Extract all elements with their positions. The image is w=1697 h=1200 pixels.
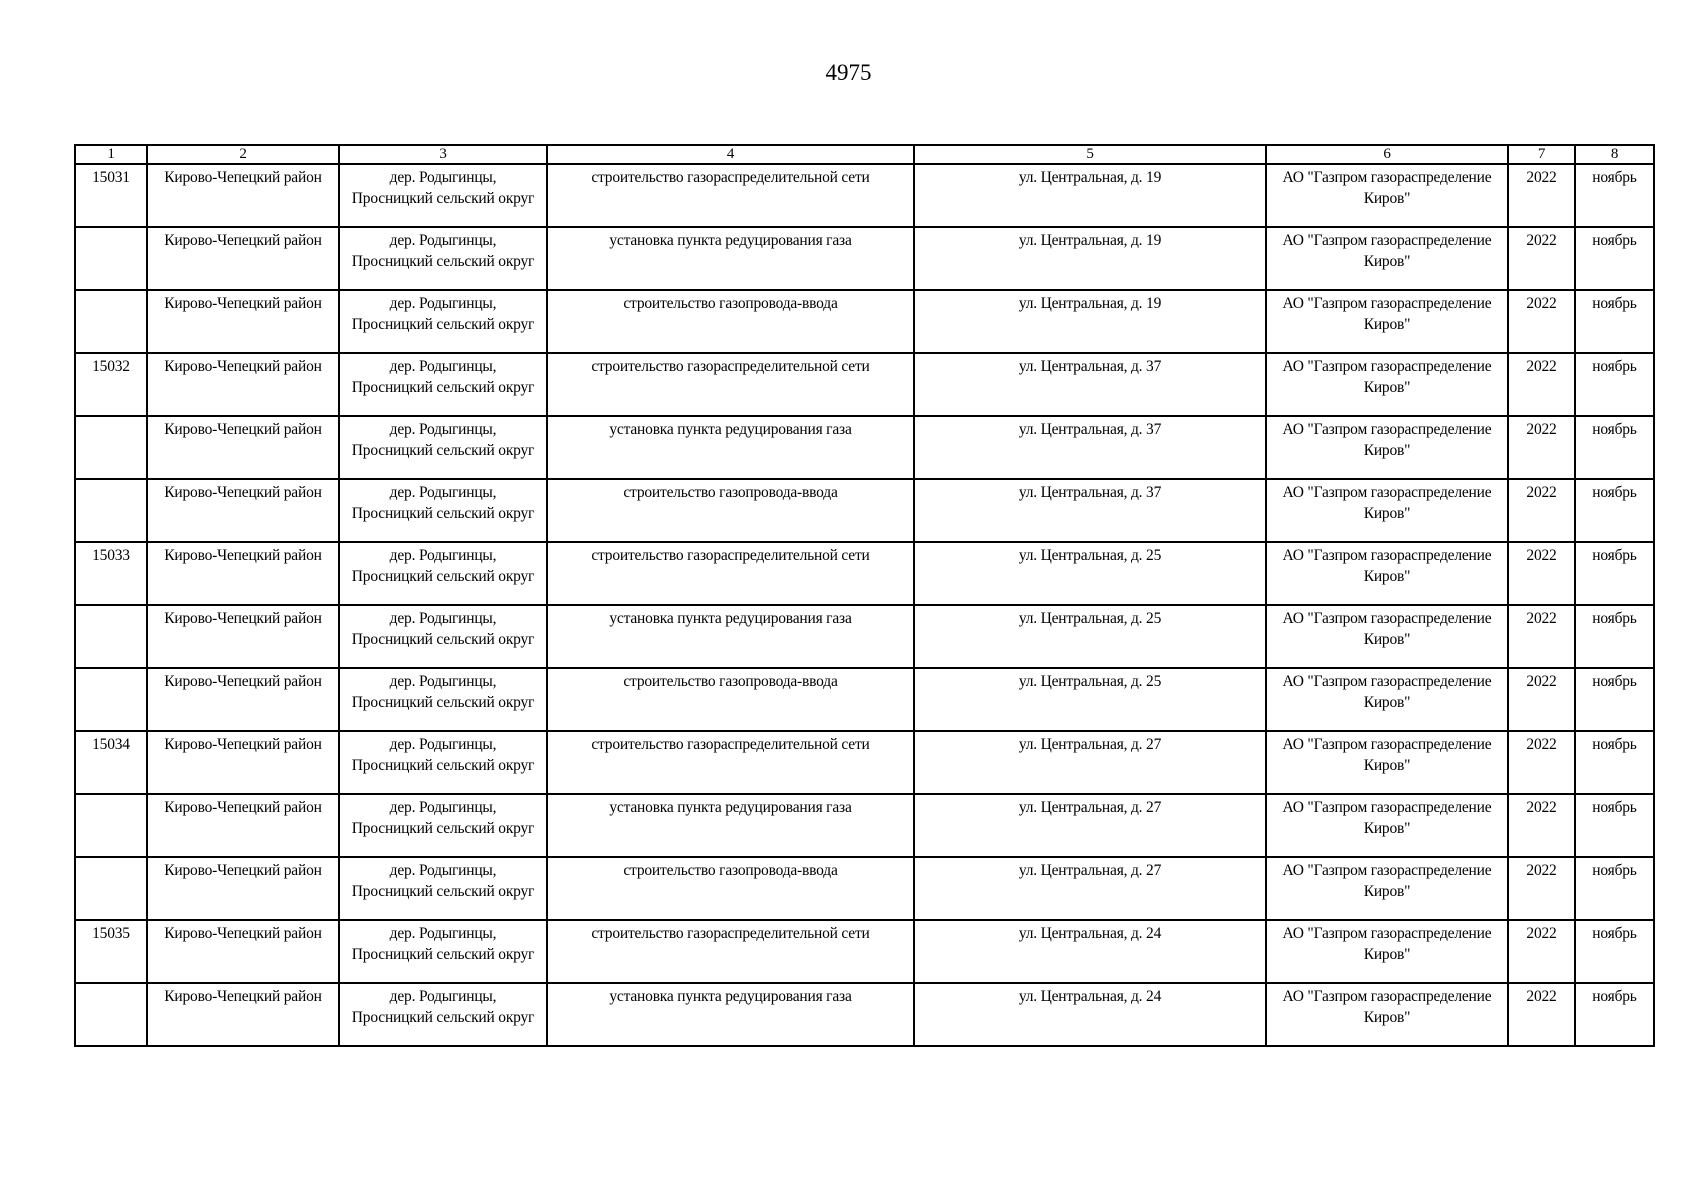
organization-cell [1266, 353, 1508, 416]
organization-text-line2: Киров" [1363, 757, 1411, 774]
locality-text-line2: Просницкий сельский округ [351, 694, 535, 711]
table-row [75, 794, 1654, 857]
locality-cell [339, 605, 547, 668]
address-text: ул. Центральная, д. 25 [1018, 673, 1162, 690]
organization-cell [1266, 479, 1508, 542]
work-type-cell [547, 416, 914, 479]
locality-text: дер. Родыгинцы, [389, 988, 497, 1005]
address-text: ул. Центральная, д. 27 [1018, 736, 1162, 753]
organization-cell [1266, 920, 1508, 983]
organization-cell [1266, 983, 1508, 1046]
organization-text-line2: Киров" [1363, 946, 1411, 963]
year-text: 2022 [1526, 295, 1557, 312]
month-cell [1575, 227, 1654, 290]
address-text: ул. Центральная, д. 25 [1018, 547, 1162, 564]
locality-text-line2: Просницкий сельский округ [351, 757, 535, 774]
year-cell [1508, 983, 1575, 1046]
table-row [75, 668, 1654, 731]
address-cell [914, 857, 1266, 920]
district-text: Кирово-Чепецкий район [164, 358, 322, 375]
work-type-cell [547, 605, 914, 668]
year-cell [1508, 164, 1575, 227]
work-type-text: строительство газопровода-ввода [623, 295, 838, 312]
organization-cell [1266, 731, 1508, 794]
month-cell [1575, 794, 1654, 857]
locality-cell [339, 416, 547, 479]
row-number-cell [75, 731, 147, 794]
organization-cell [1266, 290, 1508, 353]
month-cell [1575, 353, 1654, 416]
locality-text: дер. Родыгинцы, [389, 673, 497, 690]
organization-text: АО "Газпром газораспределение [1282, 610, 1492, 627]
table-row [75, 416, 1654, 479]
work-type-text: строительство газопровода-ввода [623, 862, 838, 879]
data-table [74, 144, 1655, 1047]
locality-cell [339, 542, 547, 605]
month-cell [1575, 857, 1654, 920]
district-cell [147, 794, 339, 857]
work-type-cell [547, 983, 914, 1046]
row-number-cell [75, 542, 147, 605]
work-type-text: установка пункта редуцирования газа [609, 610, 852, 627]
month-cell [1575, 983, 1654, 1046]
column-header-7: 7 [1508, 145, 1575, 164]
year-text: 2022 [1526, 736, 1557, 753]
year-cell [1508, 416, 1575, 479]
column-header-8: 8 [1575, 145, 1654, 164]
organization-text: АО "Газпром газораспределение [1282, 925, 1492, 942]
column-header-3: 3 [339, 145, 547, 164]
organization-cell [1266, 164, 1508, 227]
address-cell [914, 668, 1266, 731]
district-text: Кирово-Чепецкий район [164, 169, 322, 186]
work-type-text: установка пункта редуцирования газа [609, 421, 852, 438]
year-cell [1508, 479, 1575, 542]
locality-text-line2: Просницкий сельский округ [351, 946, 535, 963]
district-text: Кирово-Чепецкий район [164, 232, 322, 249]
locality-text-line2: Просницкий сельский округ [351, 883, 535, 900]
year-text: 2022 [1526, 799, 1557, 816]
address-cell [914, 983, 1266, 1046]
row-number-text: 15031 [92, 169, 130, 186]
organization-text: АО "Газпром газораспределение [1282, 736, 1492, 753]
district-cell [147, 164, 339, 227]
year-text: 2022 [1526, 610, 1557, 627]
organization-text-line2: Киров" [1363, 190, 1411, 207]
locality-cell [339, 920, 547, 983]
month-text: ноябрь [1592, 421, 1637, 438]
locality-text-line2: Просницкий сельский округ [351, 253, 535, 270]
month-cell [1575, 668, 1654, 731]
column-header-6: 6 [1266, 145, 1508, 164]
address-cell [914, 794, 1266, 857]
work-type-text: строительство газопровода-ввода [623, 673, 838, 690]
locality-text: дер. Родыгинцы, [389, 232, 497, 249]
organization-text-line2: Киров" [1363, 253, 1411, 270]
address-text: ул. Центральная, д. 27 [1018, 862, 1162, 879]
work-type-cell [547, 479, 914, 542]
year-text: 2022 [1526, 862, 1557, 879]
work-type-text: строительство газораспределительной сети [591, 736, 870, 753]
address-text: ул. Центральная, д. 27 [1018, 799, 1162, 816]
month-text: ноябрь [1592, 988, 1637, 1005]
table-row [75, 479, 1654, 542]
organization-text-line2: Киров" [1363, 379, 1411, 396]
month-cell [1575, 605, 1654, 668]
table-row [75, 983, 1654, 1046]
month-text: ноябрь [1592, 862, 1637, 879]
organization-cell [1266, 668, 1508, 731]
locality-cell [339, 857, 547, 920]
organization-text: АО "Газпром газораспределение [1282, 862, 1492, 879]
organization-text: АО "Газпром газораспределение [1282, 673, 1492, 690]
month-text: ноябрь [1592, 232, 1637, 249]
row-number-cell [75, 668, 147, 731]
work-type-cell [547, 668, 914, 731]
district-text: Кирово-Чепецкий район [164, 547, 322, 564]
locality-text-line2: Просницкий сельский округ [351, 379, 535, 396]
district-cell [147, 857, 339, 920]
locality-text-line2: Просницкий сельский округ [351, 631, 535, 648]
locality-text: дер. Родыгинцы, [389, 358, 497, 375]
locality-text: дер. Родыгинцы, [389, 547, 497, 564]
district-text: Кирово-Чепецкий район [164, 610, 322, 627]
address-text: ул. Центральная, д. 24 [1018, 925, 1162, 942]
year-cell [1508, 857, 1575, 920]
locality-text: дер. Родыгинцы, [389, 421, 497, 438]
year-text: 2022 [1526, 421, 1557, 438]
locality-text: дер. Родыгинцы, [389, 295, 497, 312]
locality-text: дер. Родыгинцы, [389, 925, 497, 942]
locality-cell [339, 794, 547, 857]
address-cell [914, 920, 1266, 983]
row-number-cell [75, 920, 147, 983]
locality-text-line2: Просницкий сельский округ [351, 820, 535, 837]
work-type-cell [547, 542, 914, 605]
year-text: 2022 [1526, 358, 1557, 375]
year-cell [1508, 731, 1575, 794]
year-cell [1508, 290, 1575, 353]
organization-text-line2: Киров" [1363, 442, 1411, 459]
year-text: 2022 [1526, 673, 1557, 690]
locality-text: дер. Родыгинцы, [389, 610, 497, 627]
locality-cell [339, 479, 547, 542]
row-number-cell [75, 164, 147, 227]
row-number-text: 15032 [92, 358, 130, 375]
work-type-cell [547, 353, 914, 416]
organization-text-line2: Киров" [1363, 505, 1411, 522]
column-header-1: 1 [75, 145, 147, 164]
organization-text: АО "Газпром газораспределение [1282, 232, 1492, 249]
row-number-cell [75, 605, 147, 668]
year-text: 2022 [1526, 547, 1557, 564]
work-type-cell [547, 920, 914, 983]
row-number-cell [75, 227, 147, 290]
work-type-text: строительство газораспределительной сети [591, 547, 870, 564]
column-header-4: 4 [547, 145, 914, 164]
month-text: ноябрь [1592, 547, 1637, 564]
table-row [75, 164, 1654, 227]
work-type-text: установка пункта редуцирования газа [609, 799, 852, 816]
address-text: ул. Центральная, д. 37 [1018, 358, 1162, 375]
locality-cell [339, 290, 547, 353]
month-cell [1575, 479, 1654, 542]
year-cell [1508, 668, 1575, 731]
district-cell [147, 731, 339, 794]
organization-text-line2: Киров" [1363, 694, 1411, 711]
district-cell [147, 416, 339, 479]
address-cell [914, 542, 1266, 605]
month-cell [1575, 731, 1654, 794]
table-row [75, 353, 1654, 416]
row-number-cell [75, 353, 147, 416]
locality-text-line2: Просницкий сельский округ [351, 190, 535, 207]
month-text: ноябрь [1592, 169, 1637, 186]
address-text: ул. Центральная, д. 25 [1018, 610, 1162, 627]
locality-text: дер. Родыгинцы, [389, 169, 497, 186]
work-type-text: строительство газораспределительной сети [591, 358, 870, 375]
district-text: Кирово-Чепецкий район [164, 673, 322, 690]
organization-text-line2: Киров" [1363, 568, 1411, 585]
row-number-text: 15033 [92, 547, 130, 564]
locality-text-line2: Просницкий сельский округ [351, 316, 535, 333]
row-number-cell [75, 416, 147, 479]
year-text: 2022 [1526, 232, 1557, 249]
work-type-cell [547, 227, 914, 290]
table-row [75, 731, 1654, 794]
organization-text-line2: Киров" [1363, 631, 1411, 648]
locality-text-line2: Просницкий сельский округ [351, 568, 535, 585]
header-row [75, 145, 1654, 164]
year-text: 2022 [1526, 925, 1557, 942]
month-cell [1575, 290, 1654, 353]
address-text: ул. Центральная, д. 37 [1018, 421, 1162, 438]
organization-text: АО "Газпром газораспределение [1282, 295, 1492, 312]
locality-text-line2: Просницкий сельский округ [351, 442, 535, 459]
district-text: Кирово-Чепецкий район [164, 862, 322, 879]
organization-cell [1266, 605, 1508, 668]
organization-cell [1266, 227, 1508, 290]
year-text: 2022 [1526, 484, 1557, 501]
month-text: ноябрь [1592, 673, 1637, 690]
month-cell [1575, 416, 1654, 479]
row-number-cell [75, 983, 147, 1046]
year-text: 2022 [1526, 988, 1557, 1005]
row-number-text: 15034 [92, 736, 130, 753]
district-cell [147, 479, 339, 542]
work-type-text: установка пункта редуцирования газа [609, 232, 852, 249]
year-cell [1508, 605, 1575, 668]
address-text: ул. Центральная, д. 37 [1018, 484, 1162, 501]
month-cell [1575, 542, 1654, 605]
year-text: 2022 [1526, 169, 1557, 186]
month-cell [1575, 920, 1654, 983]
district-cell [147, 668, 339, 731]
month-text: ноябрь [1592, 799, 1637, 816]
locality-cell [339, 353, 547, 416]
address-cell [914, 731, 1266, 794]
locality-cell [339, 227, 547, 290]
work-type-cell [547, 164, 914, 227]
district-text: Кирово-Чепецкий район [164, 421, 322, 438]
table-row [75, 605, 1654, 668]
address-cell [914, 290, 1266, 353]
month-text: ноябрь [1592, 484, 1637, 501]
address-cell [914, 164, 1266, 227]
locality-cell [339, 983, 547, 1046]
address-cell [914, 605, 1266, 668]
district-cell [147, 542, 339, 605]
work-type-text: установка пункта редуцирования газа [609, 988, 852, 1005]
work-type-text: строительство газопровода-ввода [623, 484, 838, 501]
locality-cell [339, 668, 547, 731]
work-type-cell [547, 290, 914, 353]
locality-text-line2: Просницкий сельский округ [351, 1009, 535, 1026]
district-text: Кирово-Чепецкий район [164, 736, 322, 753]
district-text: Кирово-Чепецкий район [164, 925, 322, 942]
district-text: Кирово-Чепецкий район [164, 988, 322, 1005]
district-cell [147, 605, 339, 668]
month-text: ноябрь [1592, 295, 1637, 312]
organization-text: АО "Газпром газораспределение [1282, 484, 1492, 501]
page-number: 4975 [825, 60, 872, 85]
district-cell [147, 227, 339, 290]
year-cell [1508, 227, 1575, 290]
address-cell [914, 353, 1266, 416]
address-cell [914, 416, 1266, 479]
locality-text-line2: Просницкий сельский округ [351, 505, 535, 522]
year-cell [1508, 353, 1575, 416]
address-text: ул. Центральная, д. 24 [1018, 988, 1162, 1005]
locality-cell [339, 731, 547, 794]
organization-text: АО "Газпром газораспределение [1282, 547, 1492, 564]
address-cell [914, 227, 1266, 290]
year-cell [1508, 542, 1575, 605]
locality-text: дер. Родыгинцы, [389, 862, 497, 879]
address-text: ул. Центральная, д. 19 [1018, 232, 1162, 249]
work-type-text: строительство газораспределительной сети [591, 169, 870, 186]
row-number-text: 15035 [92, 925, 130, 942]
month-text: ноябрь [1592, 925, 1637, 942]
organization-text-line2: Киров" [1363, 1009, 1411, 1026]
row-number-cell [75, 290, 147, 353]
row-number-cell [75, 857, 147, 920]
address-text: ул. Центральная, д. 19 [1018, 295, 1162, 312]
organization-cell [1266, 542, 1508, 605]
row-number-cell [75, 479, 147, 542]
column-header-5: 5 [914, 145, 1266, 164]
locality-text: дер. Родыгинцы, [389, 736, 497, 753]
organization-text-line2: Киров" [1363, 316, 1411, 333]
organization-cell [1266, 416, 1508, 479]
district-text: Кирово-Чепецкий район [164, 799, 322, 816]
district-cell [147, 983, 339, 1046]
row-number-cell [75, 794, 147, 857]
district-text: Кирово-Чепецкий район [164, 295, 322, 312]
organization-text: АО "Газпром газораспределение [1282, 799, 1492, 816]
locality-text: дер. Родыгинцы, [389, 484, 497, 501]
table-row [75, 290, 1654, 353]
year-cell [1508, 920, 1575, 983]
table-row [75, 227, 1654, 290]
month-cell [1575, 164, 1654, 227]
locality-text: дер. Родыгинцы, [389, 799, 497, 816]
organization-text-line2: Киров" [1363, 883, 1411, 900]
address-text: ул. Центральная, д. 19 [1018, 169, 1162, 186]
district-cell [147, 353, 339, 416]
column-header-2: 2 [147, 145, 339, 164]
work-type-cell [547, 794, 914, 857]
district-cell [147, 290, 339, 353]
month-text: ноябрь [1592, 610, 1637, 627]
district-cell [147, 920, 339, 983]
month-text: ноябрь [1592, 736, 1637, 753]
organization-cell [1266, 857, 1508, 920]
work-type-text: строительство газораспределительной сети [591, 925, 870, 942]
district-text: Кирово-Чепецкий район [164, 484, 322, 501]
organization-text: АО "Газпром газораспределение [1282, 169, 1492, 186]
work-type-cell [547, 857, 914, 920]
organization-text: АО "Газпром газораспределение [1282, 358, 1492, 375]
organization-cell [1266, 794, 1508, 857]
locality-cell [339, 164, 547, 227]
organization-text-line2: Киров" [1363, 820, 1411, 837]
organization-text: АО "Газпром газораспределение [1282, 421, 1492, 438]
address-cell [914, 479, 1266, 542]
table-row [75, 920, 1654, 983]
organization-text: АО "Газпром газораспределение [1282, 988, 1492, 1005]
year-cell [1508, 794, 1575, 857]
table-row [75, 542, 1654, 605]
table-row [75, 857, 1654, 920]
work-type-cell [547, 731, 914, 794]
month-text: ноябрь [1592, 358, 1637, 375]
